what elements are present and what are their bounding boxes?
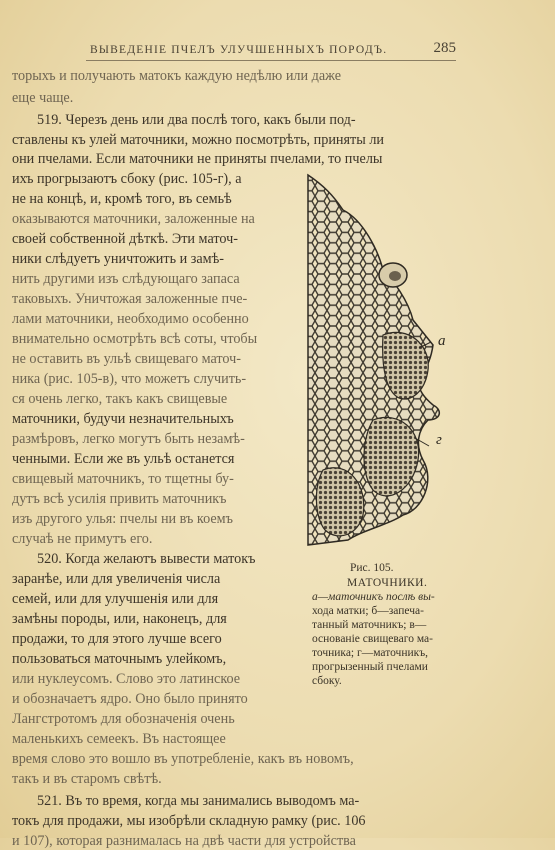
figure-caption-line: хода матки; б—запеча- <box>312 605 424 617</box>
text-line: и 107), которая разнималась на двѣ части для устройства <box>12 833 356 849</box>
text-line: не оставить въ ульѣ свищеваго маточ- <box>12 351 241 367</box>
text-line: случаѣ не примутъ его. <box>12 531 153 547</box>
figure-caption-line: основаніе свищеваго ма- <box>312 633 433 645</box>
text-line: пользоваться маточнымъ улейкомъ, <box>12 651 227 667</box>
running-header <box>86 42 456 61</box>
text-line: ставлены къ улей маточники, можно посмотрѣть, приняты ли <box>12 132 384 148</box>
text-line: замѣны породы, или, наконецъ, для <box>12 611 227 627</box>
text-line: ченными. Если же въ ульѣ останется <box>12 451 235 467</box>
text-line: или нуклеусомъ. Слово это латинское <box>12 671 241 687</box>
text-line: маленькихъ семеекъ. Въ настоящее <box>12 731 226 747</box>
text-line: торыхъ и получають матокъ каждую недѣлю или даже <box>12 68 342 84</box>
figure-caption-line: прогрызенный пчелами <box>312 661 428 673</box>
text-line: своей собственной дѣткѣ. Эти маточ- <box>12 231 238 247</box>
figure-caption-subtitle: МАТОЧНИКИ. <box>347 577 428 589</box>
text-line: оказываются маточники, заложенные на <box>12 211 255 227</box>
figure-caption-title: Рис. 105. <box>350 562 394 574</box>
text-line: и обозначаетъ ядро. Оно было принято <box>12 691 248 707</box>
text-line: продажи, то для этого лучше всего <box>12 631 222 647</box>
text-line: они пчелами. Если маточники не приняты пчелами, то пчелы <box>12 151 383 167</box>
text-line: заранѣе, или для увеличенія числа <box>12 571 221 587</box>
figure-caption-line: а—маточникъ послѣ вы- <box>312 591 435 603</box>
figure-label-a: а <box>438 333 446 349</box>
text-line: Лангстротомъ для обозначенія очень <box>12 711 235 727</box>
text-line: токъ для продажи, мы изобрѣли складную рамку (рис. 106 <box>12 813 366 829</box>
figure-caption-line: точника; г—маточникъ, <box>312 647 429 659</box>
text-line: изъ другого улья: пчелы ни въ коемъ <box>12 511 233 527</box>
text-line: не на концѣ, и, кромѣ того, въ семьѣ <box>12 191 232 207</box>
text-line: ника (рис. 105-в), что можетъ случить- <box>12 371 247 387</box>
text-line: ники слѣдуетъ уничтожить и замѣ- <box>12 251 225 267</box>
honeycomb-illustration <box>303 170 453 550</box>
text-line: нить другими изъ слѣдующаго запаса <box>12 271 240 287</box>
text-line: свищевый маточникъ, то тщетны бу- <box>12 471 234 487</box>
text-line: дутъ всѣ усилія привить маточникъ <box>12 491 227 507</box>
paragraph-520-start: 520. Когда желаютъ вывести матокъ <box>37 551 256 567</box>
text-line: еще чаще. <box>12 90 74 106</box>
figure-label-g: г <box>436 432 442 448</box>
running-title: ВЫВЕДЕНІЕ ПЧЕЛЪ УЛУЧШЕННЫХЪ ПОРОДЪ. <box>90 44 388 56</box>
text-line: такъ и въ старомъ свѣтѣ. <box>12 771 162 787</box>
paragraph-521-start: 521. Въ то время, когда мы занимались выводомъ ма- <box>37 793 360 809</box>
text-line: маточники, будучи незначительныхъ <box>12 411 234 427</box>
paragraph-519-start: 519. Черезъ день или два послѣ того, какъ были под- <box>37 112 356 128</box>
text-line: таковыхъ. Уничтожая заложенные пче- <box>12 291 248 307</box>
page-number: 285 <box>433 40 456 56</box>
text-line: лами маточники, необходимо особенно <box>12 311 249 327</box>
figure-caption-line: сбоку. <box>312 675 342 687</box>
text-line: время слово это вошло въ употребленіе, какъ въ новомъ, <box>12 751 354 767</box>
text-line: внимательно осмотрѣть всѣ соты, чтобы <box>12 331 258 347</box>
text-line: размѣровъ, легко могутъ быть незамѣ- <box>12 431 245 447</box>
text-line: ся очень легко, такъ какъ свищевые <box>12 391 228 407</box>
figure-caption-line: танный маточникъ; в— <box>312 619 427 631</box>
text-line: ихъ прогрызаютъ сбоку (рис. 105-г), а <box>12 171 242 187</box>
text-line: семей, или для улучшенія или для <box>12 591 219 607</box>
